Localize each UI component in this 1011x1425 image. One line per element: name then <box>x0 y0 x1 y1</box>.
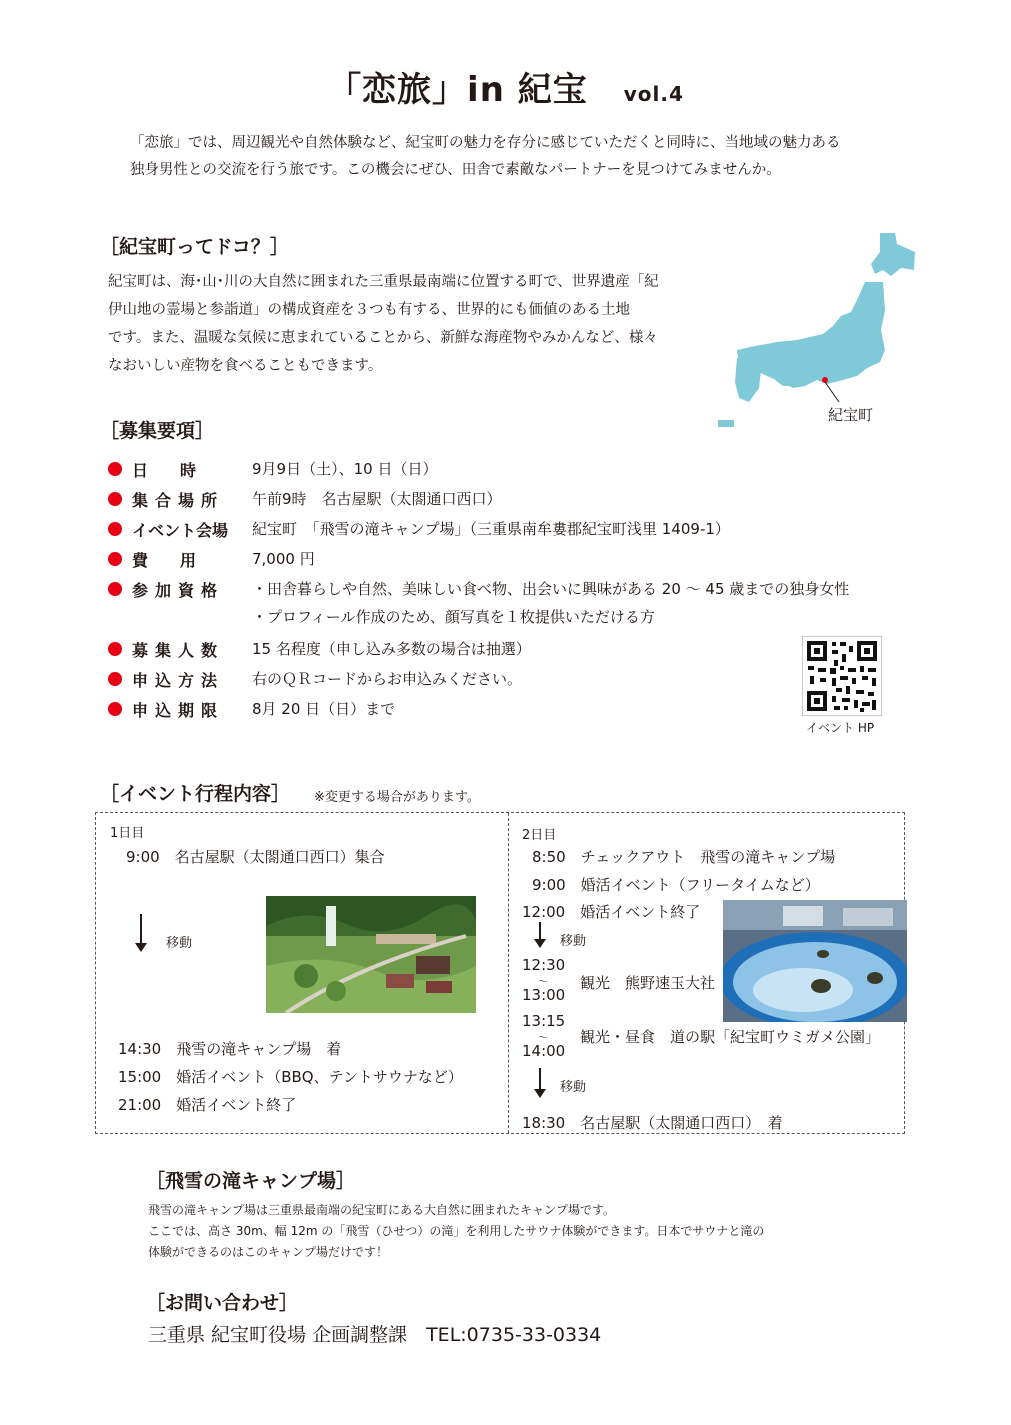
title-text: 「恋旅」in 紀宝 <box>327 70 588 110</box>
recruit-heading: ［募集要項］ <box>100 420 215 442</box>
item-value: 8月 20 日（日）まで <box>252 700 396 718</box>
bullet-icon <box>108 582 122 596</box>
day1-label: 1日目 <box>110 826 145 841</box>
item-value: 7,000 円 <box>252 550 315 568</box>
where-line: です。また、温暖な気候に恵まれていることから、新鮮な海産物やみかんなど、様々 <box>108 330 658 346</box>
day2-event: 8:50 チェックアウト 飛雪の滝キャンプ場 <box>532 848 836 866</box>
item-value: 紀宝町 「飛雪の滝キャンプ場」（三重県南牟婁郡紀宝町浅里 1409-1） <box>252 520 730 538</box>
camp-text <box>148 1200 848 1263</box>
down-arrow-icon <box>539 922 541 946</box>
item-label: 申込方法 <box>132 671 225 690</box>
move-label: 移動 <box>560 1080 587 1095</box>
down-arrow-icon <box>539 1068 541 1096</box>
where-heading: ［紀宝町ってドコ？］ <box>100 236 289 258</box>
item-value: 15 名程度（申し込み多数の場合は抽選） <box>252 640 531 658</box>
item-label: 費 用 <box>132 551 197 570</box>
schedule-divider <box>508 813 509 1133</box>
item-value: 9月9日（土）、10 日（日） <box>252 460 438 478</box>
item-label: 集合場所 <box>132 491 225 510</box>
bullet-icon <box>108 552 122 566</box>
time-end: 13:00 <box>522 986 566 1004</box>
bullet-icon <box>108 522 122 536</box>
day1-event: 15:00 婚活イベント（BBQ、テントサウナなど） <box>118 1068 463 1086</box>
day2-event: 観光 熊野速玉大社 <box>580 974 716 992</box>
bullet-icon <box>108 702 122 716</box>
time-start: 13:15 <box>522 1012 566 1030</box>
schedule-note: ※変更する場合があります。 <box>314 790 480 805</box>
intro-line: 独身男性との交流を行う旅です。この機会にぜひ、田舎で素敵なパートナーを見つけてみませんか。 <box>130 162 781 178</box>
where-line: 紀宝町は、海･山･川の大自然に囲まれた三重県最南端に位置する町で、世界遺産「紀 <box>108 274 659 290</box>
move-label: 移動 <box>560 934 587 949</box>
bullet-icon <box>108 492 122 506</box>
item-label: 募集人数 <box>132 641 225 660</box>
contact-heading: ［お問い合わせ］ <box>146 1292 299 1314</box>
item-label: 日 時 <box>132 461 197 480</box>
item-value: 右のＱＲコードからお申込みください。 <box>252 670 523 688</box>
contact-text: 三重県 紀宝町役場 企画調整課 TEL:0735-33-0334 <box>148 1324 602 1346</box>
where-line: なおいしい産物を食べることもできます。 <box>108 358 383 374</box>
page-title <box>0 62 1011 111</box>
time-start: 12:30 <box>522 956 566 974</box>
camp-line: 飛雪の滝キャンプ場は三重県最南端の紀宝町にある大自然に囲まれたキャンプ場です。 <box>148 1203 616 1217</box>
turtle-pool-photo <box>723 900 907 1022</box>
japan-map <box>715 230 925 435</box>
qr-caption: イベント HP <box>806 721 875 735</box>
schedule-heading: ［イベント行程内容］ <box>100 783 291 805</box>
time-end: 14:00 <box>522 1042 566 1060</box>
day1-event: 9:00 名古屋駅（太閤通口西口）集合 <box>126 848 385 866</box>
day2-event: 観光・昼食 道の駅「紀宝町ウミガメ公園」 <box>580 1028 881 1046</box>
where-text <box>108 268 708 380</box>
day2-event: 9:00 婚活イベント（フリータイムなど） <box>532 876 820 894</box>
qr-code[interactable] <box>802 636 882 716</box>
day2-label: 2日目 <box>522 828 557 843</box>
day1-event: 14:30 飛雪の滝キャンプ場 着 <box>118 1040 342 1058</box>
bullet-icon <box>108 642 122 656</box>
bullet-icon <box>108 672 122 686</box>
item-label: 参加資格 <box>132 581 225 600</box>
item-label: イベント会場 <box>132 521 229 540</box>
campsite-photo <box>266 896 476 1013</box>
item-label: 申込期限 <box>132 701 225 720</box>
camp-line: 体験ができるのはこのキャンプ場だけです！ <box>148 1245 389 1259</box>
where-line: 伊山地の霊場と参詣道」の構成資産を３つも有する、世界的にも価値のある土地 <box>108 302 630 318</box>
map-label: 紀宝町 <box>828 406 874 424</box>
camp-heading: ［飛雪の滝キャンプ場］ <box>146 1170 356 1192</box>
item-value-2: ・プロフィール作成のため、顔写真を１枚提供いただける方 <box>252 608 655 626</box>
day2-event: 18:30 名古屋駅（太閤通口西口） 着 <box>522 1114 783 1132</box>
item-value: 午前9時 名古屋駅（太閤通口西口） <box>252 490 502 508</box>
down-arrow-icon <box>140 914 142 950</box>
day1-event: 21:00 婚活イベント終了 <box>118 1096 297 1114</box>
bullet-icon <box>108 462 122 476</box>
intro-line: 「恋旅」では、周辺観光や自然体験など、紀宝町の魅力を存分に感じていただくと同時に、当地域の魅力ある <box>130 135 841 151</box>
tilde: ～ <box>538 1033 548 1044</box>
move-label: 移動 <box>166 936 193 951</box>
intro-paragraph <box>130 130 910 184</box>
title-vol: vol.4 <box>623 82 684 106</box>
camp-line: ここでは、高さ 30m、幅 12m の「飛雪（ひせつ）の滝」を利用したサウナ体験ができます。日本でサウナと滝の <box>148 1224 765 1238</box>
item-value: ・田舎暮らしや自然、美味しい食べ物、出会いに興味がある 20 ～ 45 歳までの独身女性 <box>252 580 850 598</box>
tilde: ～ <box>538 977 548 988</box>
day2-event: 12:00 婚活イベント終了 <box>522 903 701 921</box>
